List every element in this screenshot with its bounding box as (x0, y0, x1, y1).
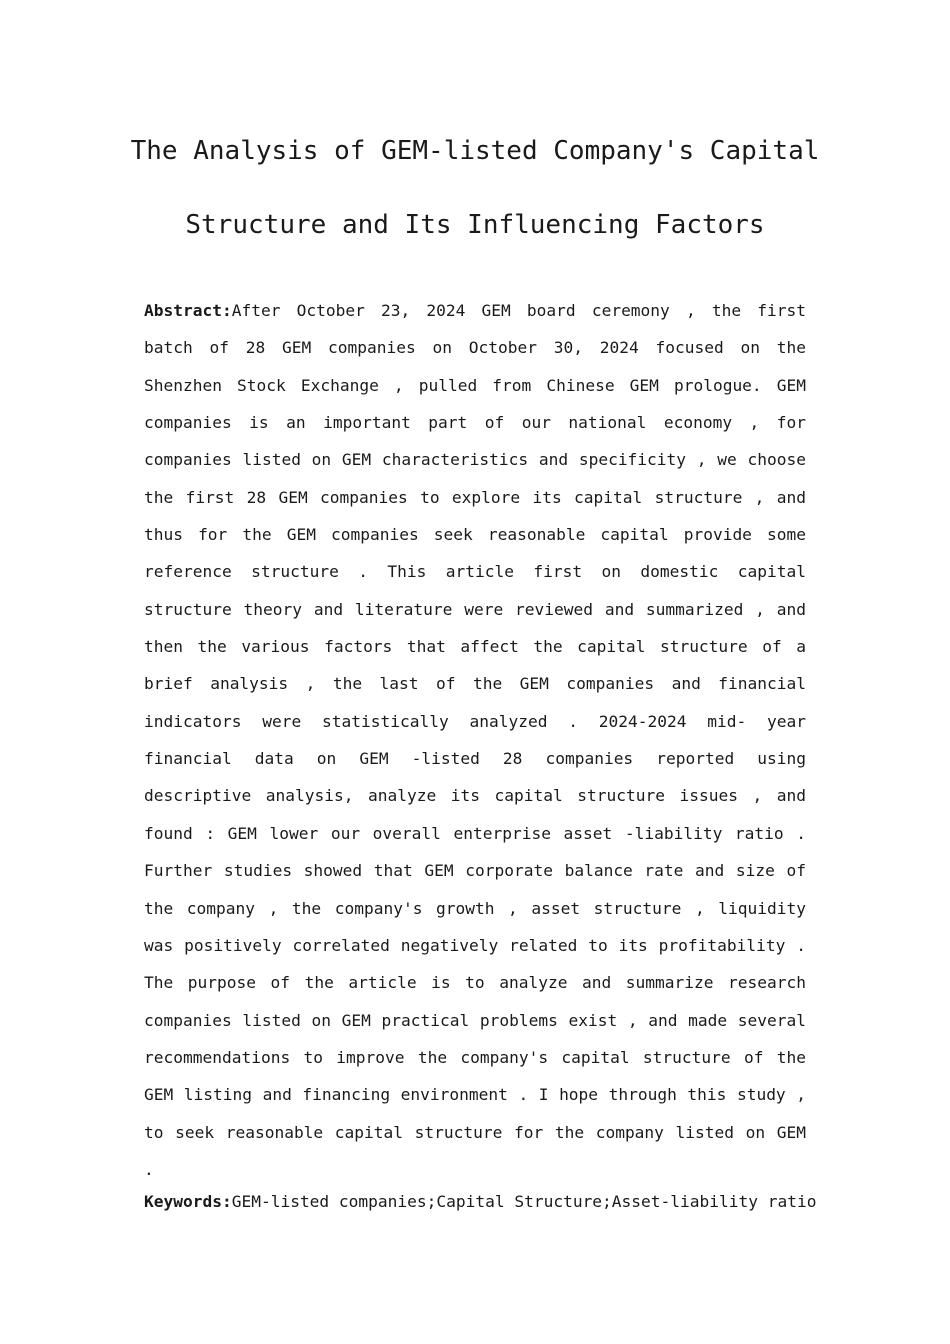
paper-title (0, 114, 950, 262)
keywords-label: Keywords: (144, 1192, 232, 1211)
keywords-section (144, 1183, 824, 1220)
paper-title-line-1: The Analysis of GEM-listed Company's Capital (130, 136, 820, 166)
paper-title-line-2: Structure and Its Influencing Factors (185, 210, 765, 240)
keywords-text: GEM-listed companies;Capital Structure;Asset-liability ratio (231, 1192, 817, 1211)
abstract-text: After October 23, 2024 GEM board ceremony , the first batch of 28 GEM companies on October 30, 2024 focused on the Shenzhen Stock Exchange , pulled from Chinese GEM prologue. GEM companies is an important part of our national economy , for companies listed on GEM characteristics and specificity , we choose the first 28 GEM companies to explore its capital structure , and thus for the GEM companies seek reasonable capital provide some reference structure . This article first on domestic capital structure theory and literature were reviewed and summarized , and then the various factors that affect the capital structure of a brief analysis , the last of the GEM companies and financial indicators were statistically analyzed . 2024-2024 mid- year financial data on GEM -listed 28 companies reported using descriptive analysis, analyze its capital structure issues , and found : GEM lower our overall enterprise asset -liability ratio . Further studies showed that GEM corporate balance rate and size of the company , the company's growth , asset structure , liquidity was positively correlated negatively related to its profitability . The purpose of the article is to analyze and summarize research companies listed on GEM practical problems exist , and made several recommendations to improve the company's capital structure of the GEM listing and financing environment . I hope through this study , to seek reasonable capital structure for the company listed on GEM . (144, 301, 806, 1179)
abstract-section (144, 292, 806, 1188)
abstract-label: Abstract: (144, 301, 232, 320)
